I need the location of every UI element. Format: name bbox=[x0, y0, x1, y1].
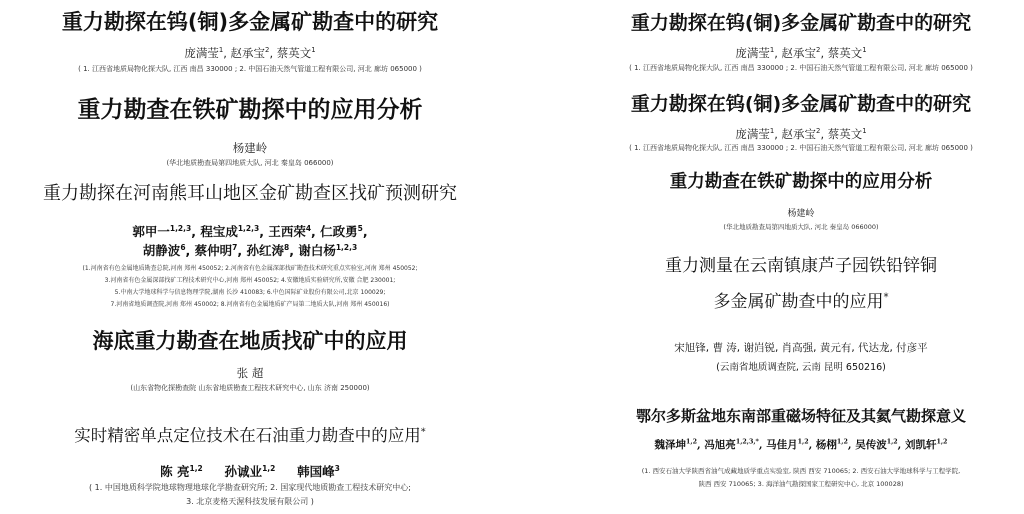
paper-title: 重力测量在云南镇康芦子园铁铅锌铜 bbox=[665, 256, 937, 276]
author-affiliation-mark: 4 bbox=[305, 223, 312, 233]
affiliation: (华北地质勘查局第四地质大队, 河北 秦皇岛 066000) bbox=[166, 159, 334, 167]
affiliation: ( 1. 江西省地质局物化探大队, 江西 南昌 330000 ; 2. 中国石油天然气管道工程有限公司, 河北 廊坊 065000 ) bbox=[629, 144, 973, 152]
author: 孙诚业 bbox=[224, 464, 263, 479]
affiliation: (1.河南省有色金属地质勘查总院,河南 郑州 450052; 2.河南省有色金属深部找矿勘查技术研究重点实验室,河南 郑州 450052; bbox=[82, 265, 418, 272]
author-affiliation-mark: 1 bbox=[218, 46, 224, 55]
author-affiliation-mark: 1,2 bbox=[262, 463, 276, 473]
affiliation: 3. 北京麦格天渥科技发展有限公司 ) bbox=[186, 497, 314, 506]
paper-title: 重力勘查在铁矿勘探中的应用分析 bbox=[669, 172, 933, 192]
author-affiliation-mark: 3 bbox=[334, 463, 340, 473]
author: 胡静波 bbox=[142, 243, 181, 258]
author-affiliation-mark: 2 bbox=[816, 127, 821, 136]
author-affiliation-mark: 1,2 bbox=[189, 463, 203, 473]
author: 赵承宝 bbox=[230, 46, 266, 60]
author-line: 张 超 bbox=[236, 366, 264, 380]
title-footnote-mark: * bbox=[420, 426, 426, 438]
left-page-panel bbox=[0, 0, 500, 514]
paper-title: 重力勘探在钨(铜)多金属矿勘查中的研究 bbox=[630, 12, 972, 34]
author: 程宝成 bbox=[200, 224, 238, 239]
author: 庞满莹 bbox=[735, 127, 770, 141]
author: 陈 亮 bbox=[160, 464, 190, 479]
paper-title: 重力勘探在钨(铜)多金属矿勘查中的研究 bbox=[630, 93, 972, 115]
author-line bbox=[0, 462, 500, 480]
author-affiliation-mark: 7 bbox=[232, 242, 238, 252]
author-affiliation-mark: 8 bbox=[284, 242, 290, 252]
affiliation: 5.中南大学地球科学与信息物理学院,湖南 长沙 410083; 6.中色国际矿业股份有限公司,北京 100029; bbox=[114, 289, 386, 296]
affiliation: 7.河南省地质调查院,河南 郑州 450002; 8.河南省有色金属地质矿产局第二地质大队,河南 郑州 450016) bbox=[110, 301, 390, 308]
author: 蔡英文 bbox=[276, 46, 312, 60]
author: 吴传波 bbox=[855, 439, 887, 451]
author-affiliation-mark: 2 bbox=[816, 46, 821, 55]
affiliation: (1. 西安石油大学陕西省油气成藏地质学重点实验室, 陕西 西安 710065; 2. 西安石油大学地球科学与工程学院, bbox=[641, 467, 961, 475]
author: 杨栩 bbox=[815, 439, 837, 451]
author-affiliation-mark: 1,2 bbox=[836, 438, 848, 446]
author: 谢白杨 bbox=[298, 243, 336, 258]
author: 王西荣 bbox=[268, 224, 306, 239]
affiliation: ( 1. 中国地质科学院地球物理地球化学勘查研究所; 2. 国家现代地质勘查工程技术研究中心; bbox=[89, 483, 411, 492]
author: 蔡英文 bbox=[827, 46, 863, 60]
affiliation: (华北地质勘查局第四地质大队, 河北 秦皇岛 066000) bbox=[723, 223, 879, 231]
author-line: 胡静波$^6$, 蔡仲明$^7$, 孙红涛$^8$, 谢白杨$^{1,2,3}$ bbox=[142, 242, 358, 258]
author-affiliation-mark: 2 bbox=[265, 46, 270, 55]
author-line: 杨建岭 bbox=[232, 141, 268, 155]
paper-title: 重力勘探在钨(铜)多金属矿勘查中的研究 bbox=[61, 10, 439, 34]
paper-title: 重力勘查在铁矿勘探中的应用分析 bbox=[77, 97, 423, 123]
author-affiliation-mark: 1,2,3,* bbox=[735, 438, 759, 446]
author: 刘凯轩 bbox=[904, 439, 937, 451]
author-line: 宋旭锋, 曹 涛, 谢岿锐, 肖高强, 黄元有, 代达龙, 付彦平 bbox=[674, 342, 928, 354]
author: 孙红涛 bbox=[246, 243, 284, 258]
author: 庞满莹 bbox=[735, 46, 770, 60]
title-footnote-mark: * bbox=[883, 292, 889, 304]
author-line: 魏泽坤$^{1,2}$, 冯旭亮$^{1,2,3,*}$, 马佳月$^{1,2}$, 杨栩$^{1,2}$, 吴传波$^{1,2}$, 刘凯轩$^{1,2}$ bbox=[654, 438, 948, 451]
author: 蔡仲明 bbox=[194, 243, 233, 258]
right-page-panel bbox=[578, 0, 1024, 514]
author-affiliation-mark: 1,2,3 bbox=[169, 223, 192, 233]
author-affiliation-mark: 1 bbox=[862, 127, 867, 136]
paper-title: 海底重力勘查在地质找矿中的应用 bbox=[92, 329, 408, 353]
affiliation: ( 1. 江西省地质局物化探大队, 江西 南昌 330000 ; 2. 中国石油天然气管道工程有限公司, 河北 廊坊 065000 ) bbox=[629, 64, 973, 72]
author-line: 庞满莹$^1$, 赵承宝$^2$, 蔡英文$^1$ bbox=[184, 46, 316, 60]
author: 韩国峰 bbox=[297, 464, 335, 479]
author: 冯旭亮 bbox=[704, 439, 736, 451]
author-affiliation-mark: 1,2,3 bbox=[335, 242, 358, 252]
affiliation: (山东省物化探勘查院 山东省地质勘查工程技术研究中心, 山东 济南 250000) bbox=[130, 384, 370, 392]
author: 蔡英文 bbox=[827, 127, 863, 141]
author: 郭甲一 bbox=[132, 224, 170, 239]
author-affiliation-mark: 5 bbox=[357, 223, 363, 233]
author: 马佳月 bbox=[766, 439, 798, 451]
paper-title-text: 多金属矿勘查中的应用 bbox=[713, 292, 884, 312]
paper-title bbox=[578, 287, 1024, 312]
author: 魏泽坤 bbox=[654, 439, 687, 451]
author: 赵承宝 bbox=[781, 127, 817, 141]
author-affiliation-mark: 1 bbox=[862, 46, 867, 55]
author-affiliation-mark: 1,2,3 bbox=[237, 223, 260, 233]
author: 赵承宝 bbox=[781, 46, 817, 60]
author-line: 杨建岭 bbox=[787, 209, 815, 219]
author: 庞满莹 bbox=[184, 46, 219, 60]
author-affiliation-mark: 1 bbox=[769, 46, 775, 55]
author-affiliation-mark: 1,2 bbox=[886, 438, 898, 446]
affiliation: (云南省地质调查院, 云南 昆明 650216) bbox=[716, 362, 886, 373]
author-affiliation-mark: 1,2 bbox=[797, 438, 809, 446]
author-line: 庞满莹$^1$, 赵承宝$^2$, 蔡英文$^1$ bbox=[735, 127, 867, 141]
author-affiliation-mark: 1 bbox=[311, 46, 316, 55]
paper-title: 重力勘探在河南熊耳山地区金矿勘查区找矿预测研究 bbox=[43, 183, 457, 204]
affiliation: ( 1. 江西省地质局物化探大队, 江西 南昌 330000 ; 2. 中国石油天然气管道工程有限公司, 河北 廊坊 065000 ) bbox=[78, 65, 422, 73]
affiliation: 3.河南省有色金属深部找矿工程技术研究中心,河南 郑州 450052; 4.安徽地质实验研究所,安徽 合肥 230001; bbox=[104, 277, 396, 284]
paper-title-text: 实时精密单点定位技术在石油重力勘查中的应用 bbox=[74, 426, 421, 445]
paper-title: 鄂尔多斯盆地东南部重磁场特征及其氦气勘探意义 bbox=[635, 407, 966, 425]
affiliation: 陕西 西安 710065; 3. 海洋油气勘探国家工程研究中心, 北京 100028) bbox=[698, 480, 904, 488]
author-line: 庞满莹$^1$, 赵承宝$^2$, 蔡英文$^1$ bbox=[735, 46, 867, 60]
author: 仁政勇 bbox=[320, 224, 358, 239]
author-affiliation-mark: 1,2 bbox=[936, 438, 948, 446]
paper-title bbox=[0, 422, 500, 446]
author-affiliation-mark: 1,2 bbox=[686, 438, 697, 446]
author-affiliation-mark: 6 bbox=[180, 242, 186, 252]
author-line: 郭甲一$^{1,2,3}$, 程宝成$^{1,2,3}$, 王西荣$^4$, 仁政勇$^5$, bbox=[132, 223, 368, 239]
author-affiliation-mark: 1 bbox=[769, 127, 775, 136]
